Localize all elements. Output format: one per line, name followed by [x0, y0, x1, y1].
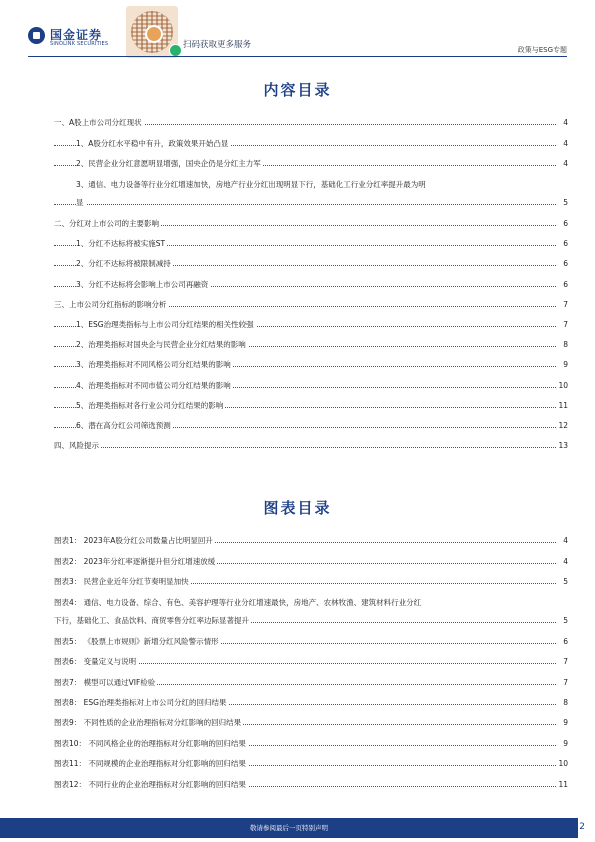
figure-entry: 图表12： 不同行业的企业治理指标对分红影响的回归结果: [54, 780, 246, 789]
logo-mark-icon: [28, 27, 45, 44]
toc-entry: 2、民营企业分红意愿明显增强，国央企仍是分红主力军: [76, 159, 261, 168]
figure-entry: 图表11： 不同规模的企业治理指标对分红影响的回归结果: [54, 759, 246, 768]
toc-row[interactable]: [54, 358, 568, 371]
toc-page: 13: [558, 441, 568, 450]
toc-page: 9: [563, 360, 568, 369]
figure-entry: 图表6： 变量定义与说明: [54, 657, 137, 666]
toc-entry: 四、风险提示: [54, 441, 99, 450]
toc-page: 7: [563, 300, 568, 309]
page-header: [0, 0, 595, 60]
contents-title: 内容目录: [263, 81, 332, 99]
figure-page: 8: [563, 698, 568, 707]
toc-row[interactable]: [54, 419, 568, 432]
page-number: 2: [579, 822, 585, 832]
toc-row[interactable]: [54, 116, 568, 129]
toc-row[interactable]: [54, 278, 568, 291]
toc-page: 4: [563, 118, 568, 127]
toc-entry: 3、分红不达标将会影响上市公司再融资: [76, 280, 209, 289]
toc-entry: 1、分红不达标将被实施ST: [76, 239, 166, 248]
toc-row[interactable]: [54, 298, 568, 311]
toc-row[interactable]: [54, 379, 568, 392]
figure-page: 4: [563, 557, 568, 566]
company-logo: [28, 26, 138, 50]
toc-page: 11: [558, 401, 568, 410]
figure-page: 5: [563, 577, 568, 586]
figure-row[interactable]: [54, 655, 568, 668]
logo-english-name: SINOLINK SECURITIES: [50, 41, 109, 47]
figure-page: 11: [558, 780, 568, 789]
figures-title: 图表目录: [263, 499, 332, 517]
toc-entry: 三、上市公司分红指标的影响分析: [54, 300, 167, 309]
figure-row[interactable]: [54, 635, 568, 648]
toc-page: 12: [558, 421, 568, 430]
figure-row[interactable]: [54, 534, 568, 547]
figure-row[interactable]: [54, 614, 568, 627]
scan-hint: 扫码获取更多服务: [183, 40, 252, 50]
report-category: 政策与ESG专题: [517, 46, 567, 54]
toc-entry: 3、通信、电力设备等行业分红增速加快，房地产行业分红出现明显下行，基础化工行业分红率提升最为明: [76, 180, 426, 189]
toc-entry: 二、分红对上市公司的主要影响: [54, 219, 159, 228]
toc-page: 4: [563, 159, 568, 168]
toc-entry: 2、治理类指标对国央企与民营企业分红结果的影响: [76, 340, 246, 349]
toc-entry: 一、A股上市公司分红现状: [54, 118, 142, 127]
figure-page: 9: [563, 739, 568, 748]
toc-entry: 1、ESG治理类指标与上市公司分红结果的相关性较强: [76, 320, 254, 329]
toc-row[interactable]: [54, 237, 568, 250]
toc-row[interactable]: [54, 439, 568, 452]
toc-page: 6: [563, 280, 568, 289]
toc-page: 7: [563, 320, 568, 329]
figure-entry: 图表2： 2023年分红率逐渐提升但分红增速放缓: [54, 557, 216, 566]
toc-row[interactable]: [54, 196, 568, 209]
toc-entry: 5、治理类指标对各行业公司分红结果的影响: [76, 401, 224, 410]
figure-row[interactable]: [54, 716, 568, 729]
figure-entry: 图表4： 通信、电力设备、综合、有色、美容护理等行业分红增速最快，房地产、农林牧渔、建筑材料行业分红: [54, 598, 422, 607]
toc-entry: 显: [76, 198, 84, 207]
toc-row[interactable]: [54, 137, 568, 150]
figure-entry: 图表10： 不同风格企业的治理指标对分红影响的回归结果: [54, 739, 246, 748]
figure-entry: 下行，基础化工、食品饮料、商贸零售分红率边际显著提升: [54, 616, 249, 625]
toc-page: 8: [563, 340, 568, 349]
figure-row[interactable]: [54, 555, 568, 568]
figure-entry: 图表3： 民营企业近年分红节奏明显加快: [54, 577, 189, 586]
figure-row[interactable]: [54, 737, 568, 750]
figure-page: 5: [563, 616, 568, 625]
toc-page: 4: [563, 139, 568, 148]
figure-page: 9: [563, 718, 568, 727]
toc-row[interactable]: [54, 178, 568, 191]
figure-page: 4: [563, 536, 568, 545]
figure-entry: 图表5： 《股票上市规则》新增分红风险警示情形: [54, 637, 219, 646]
figure-entry: 图表7： 模型可以通过VIF检验: [54, 678, 156, 687]
header-divider: [28, 56, 567, 57]
toc-row[interactable]: [54, 157, 568, 170]
figure-page: 6: [563, 637, 568, 646]
logo-chinese-name: 国金证券: [50, 28, 103, 42]
toc-page: 6: [563, 259, 568, 268]
figure-row[interactable]: [54, 676, 568, 689]
qr-code-icon[interactable]: [126, 6, 178, 58]
figure-row[interactable]: [54, 778, 568, 791]
toc-page: 10: [558, 381, 568, 390]
footer-disclaimer: 敬请参阅最后一页特别声明: [250, 824, 328, 832]
toc-entry: 3、治理类指标对不同风格公司分红结果的影响: [76, 360, 231, 369]
figure-entry: 图表1： 2023年A股分红公司数量占比明显回升: [54, 536, 213, 545]
toc-entry: 2、分红不达标将被限制减持: [76, 259, 171, 268]
figure-entry: 图表8： ESG治理类指标对上市公司分红的回归结果: [54, 698, 227, 707]
figure-page: 7: [563, 678, 568, 687]
figure-row[interactable]: [54, 575, 568, 588]
figure-page: 7: [563, 657, 568, 666]
toc-page: 6: [563, 239, 568, 248]
toc-entry: 4、治理类指标对不同市值公司分红结果的影响: [76, 381, 231, 390]
figure-row[interactable]: [54, 757, 568, 770]
figure-row[interactable]: [54, 596, 568, 609]
figure-page: 10: [558, 759, 568, 768]
toc-row[interactable]: [54, 217, 568, 230]
toc-row[interactable]: [54, 399, 568, 412]
toc-row[interactable]: [54, 318, 568, 331]
toc-page: 5: [563, 198, 568, 207]
toc-page: 6: [563, 219, 568, 228]
toc-entry: 6、潜在高分红公司筛选预测: [76, 421, 171, 430]
figure-row[interactable]: [54, 696, 568, 709]
toc-row[interactable]: [54, 257, 568, 270]
figure-entry: 图表9： 不同性质的企业治理指标对分红影响的回归结果: [54, 718, 242, 727]
toc-row[interactable]: [54, 338, 568, 351]
toc-entry: 1、A股分红水平稳中有升，政策效果开始凸显: [76, 139, 229, 148]
